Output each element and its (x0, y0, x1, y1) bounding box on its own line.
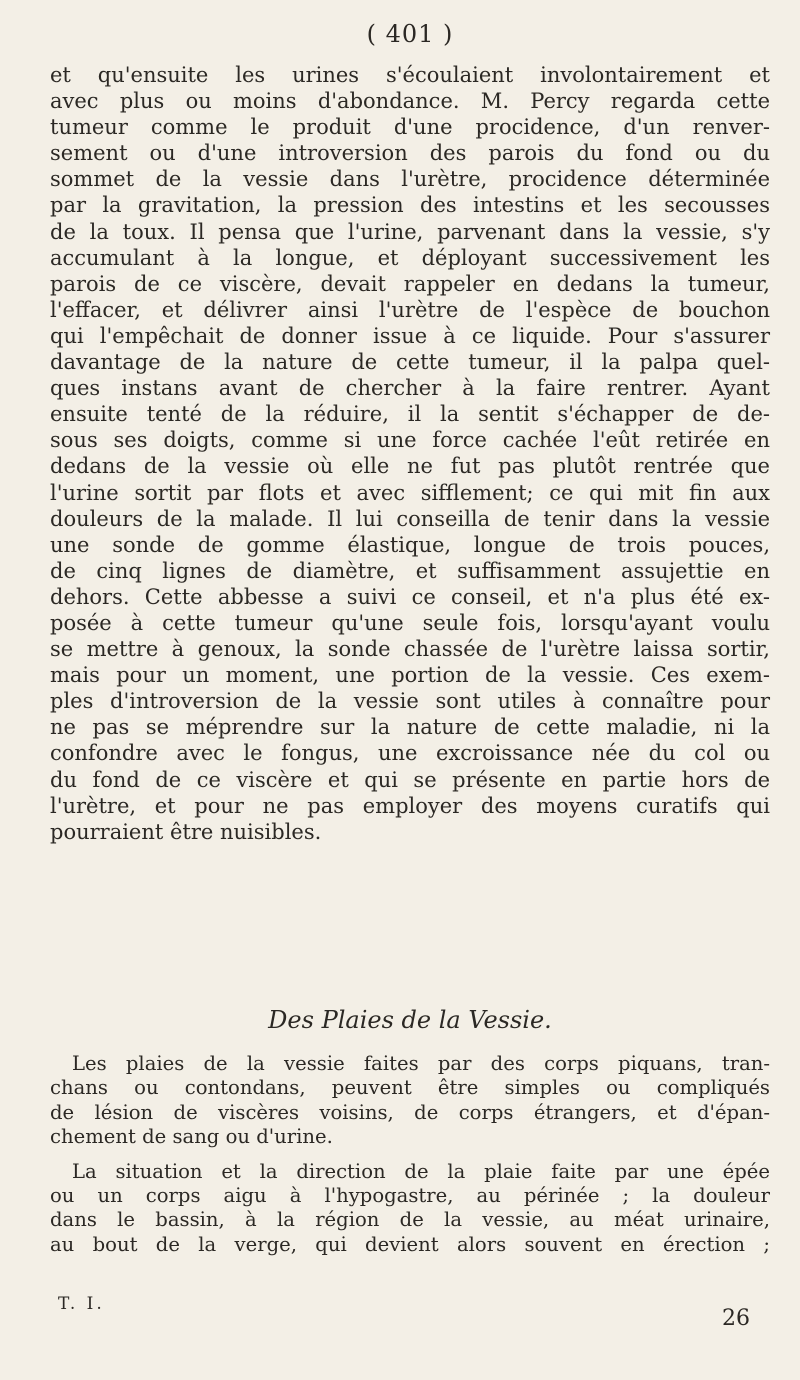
text-line: l'effacer, et délivrer ainsi l'urètre de l'espèce de bouchon (50, 297, 770, 322)
text-line: de lésion de viscères voisins, de corps étrangers, et d'épan- (50, 1100, 770, 1124)
page-footer (50, 1294, 770, 1334)
text-line: ensuite tenté de la réduire, il la sentit s'échapper de de- (50, 402, 770, 427)
text-line: parois de ce viscère, devait rappeler en dedans la tumeur, (50, 271, 770, 296)
text-line: et qu'ensuite les urines s'écoulaient involontairement et (50, 63, 770, 87)
text-line: mais pour un moment, une portion de la vessie. Ces exem- (50, 663, 770, 688)
text-line: de la toux. Il pensa que l'urine, parvenant dans la vessie, s'y (50, 219, 770, 244)
volume-signature: T. I. (58, 1294, 105, 1314)
text-line: tumeur comme le produit d'une procidence, d'un renver- (50, 115, 770, 140)
section-body (50, 1052, 770, 1257)
page-number: ( 401 ) (366, 20, 454, 48)
text-line: l'urètre, et pour ne pas employer des moyens curatifs qui (50, 793, 770, 818)
text-line: dehors. Cette abbesse a suivi ce conseil, et n'a plus été ex- (50, 584, 770, 609)
text-line: La situation et la direction de la plaie faite par une épée (72, 1159, 770, 1183)
text-line: davantage de la nature de cette tumeur, il la palpa quel- (50, 350, 770, 375)
text-line: sous ses doigts, comme si une force cachée l'eût retirée en (50, 428, 770, 453)
text-line: ques instans avant de chercher à la faire rentrer. Ayant (50, 376, 770, 401)
text-line: qui l'empêchait de donner issue à ce liquide. Pour s'assurer (50, 323, 770, 348)
text-line: au bout de la verge, qui devient alors souvent en érection ; (50, 1232, 770, 1256)
text-line: dedans de la vessie où elle ne fut pas plutôt rentrée que (50, 454, 770, 479)
text-line: une sonde de gomme élastique, longue de trois pouces, (50, 532, 770, 557)
text-line: posée à cette tumeur qu'une seule fois, lorsqu'ayant voulu (50, 610, 770, 635)
section-heading: Des Plaies de la Vessie. (268, 1006, 552, 1034)
text-line: sommet de la vessie dans l'urètre, procidence déterminée (50, 167, 770, 192)
text-line: avec plus ou moins d'abondance. M. Percy regarda cette (50, 89, 770, 114)
text-line: de cinq lignes de diamètre, et suffisamment assujettie en (50, 558, 770, 583)
text-line: se mettre à genoux, la sonde chassée de l'urètre laissa sortir, (50, 637, 770, 662)
text-line: ne pas se méprendre sur la nature de cette maladie, ni la (50, 715, 770, 740)
text-line: chement de sang ou d'urine. (50, 1125, 333, 1149)
gathering-number: 26 (722, 1306, 750, 1331)
text-line: pourraient être nuisibles. (50, 819, 322, 844)
text-line: sement ou d'une introversion des parois du fond ou du (50, 141, 770, 166)
paragraph-gap (50, 1150, 770, 1160)
text-line: ou un corps aigu à l'hypogastre, au périnée ; la douleur (50, 1183, 770, 1207)
text-line: dans le bassin, à la région de la vessie, au méat urinaire, (50, 1208, 770, 1232)
text-line: confondre avec le fongus, une excroissance née du col ou (50, 741, 770, 766)
book-page (50, 0, 770, 1380)
text-line: accumulant à la longue, et déployant successivement les (50, 245, 770, 270)
text-line: ples d'introversion de la vessie sont utiles à connaître pour (50, 689, 770, 714)
paragraph-case-report (50, 62, 770, 845)
text-line: par la gravitation, la pression des intestins et les secousses (50, 193, 770, 218)
text-line: douleurs de la malade. Il lui conseilla de tenir dans la vessie (50, 506, 770, 531)
text-line: Les plaies de la vessie faites par des corps piquans, tran- (72, 1052, 770, 1075)
text-line: du fond de ce viscère et qui se présente en partie hors de (50, 767, 770, 792)
text-line: l'urine sortit par flots et avec sifflement; ce qui mit fin aux (50, 480, 770, 505)
text-line: chans ou contondans, peuvent être simples ou compliqués (50, 1076, 770, 1100)
